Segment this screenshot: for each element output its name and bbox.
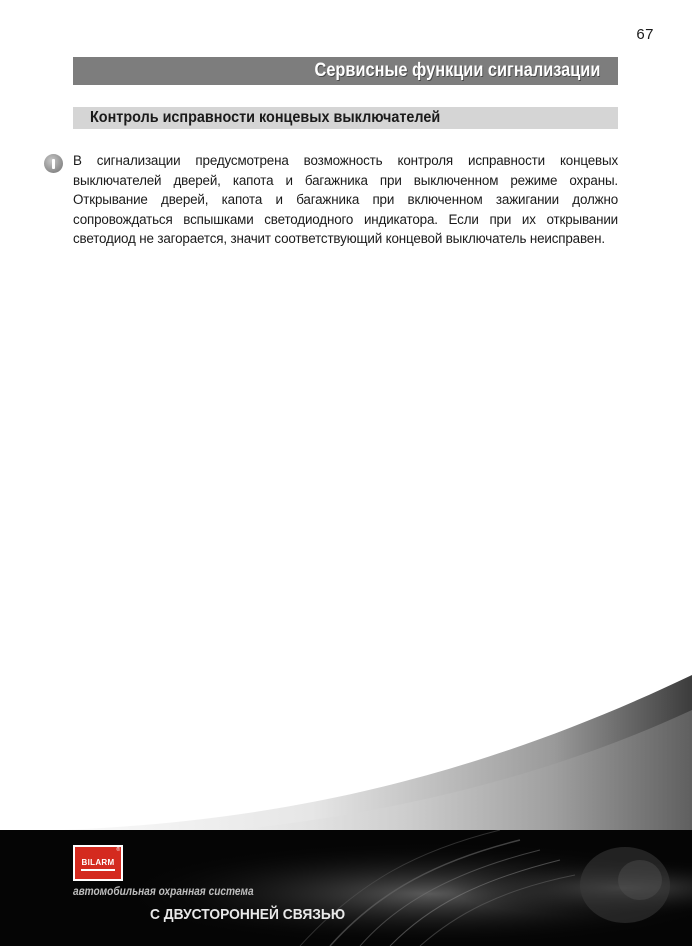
subsection-title: Контроль исправности концевых выключателей bbox=[90, 109, 441, 126]
body-paragraph: В сигнализации предусмотрена возможность контроля исправности концевых выключателей дверей, капота и багажника при выключенном режиме охраны. Открывание дверей, капота и багажника при включенном зажигании должно сопровождаться вспышками светодиодного индикатора. Если при их открывании светодиод не загорается, значит соответствующий концевой выключатель неисправен. bbox=[73, 153, 618, 246]
subsection-title-bar bbox=[73, 107, 618, 129]
footer-banner bbox=[0, 830, 692, 946]
decorative-swoosh bbox=[0, 600, 692, 840]
section-title-banner bbox=[73, 57, 618, 85]
logo-text: BILARM bbox=[81, 858, 115, 867]
footer-tagline-large: С ДВУСТОРОННЕЙ СВЯЗЬЮ bbox=[150, 906, 346, 923]
footer-tagline-small: автомобильная охранная система bbox=[73, 886, 254, 898]
section-title: Сервисные функции сигнализации bbox=[314, 60, 600, 81]
info-icon bbox=[44, 154, 63, 173]
brand-logo: ® BILARM bbox=[73, 845, 123, 881]
page-number: 67 bbox=[636, 26, 654, 43]
